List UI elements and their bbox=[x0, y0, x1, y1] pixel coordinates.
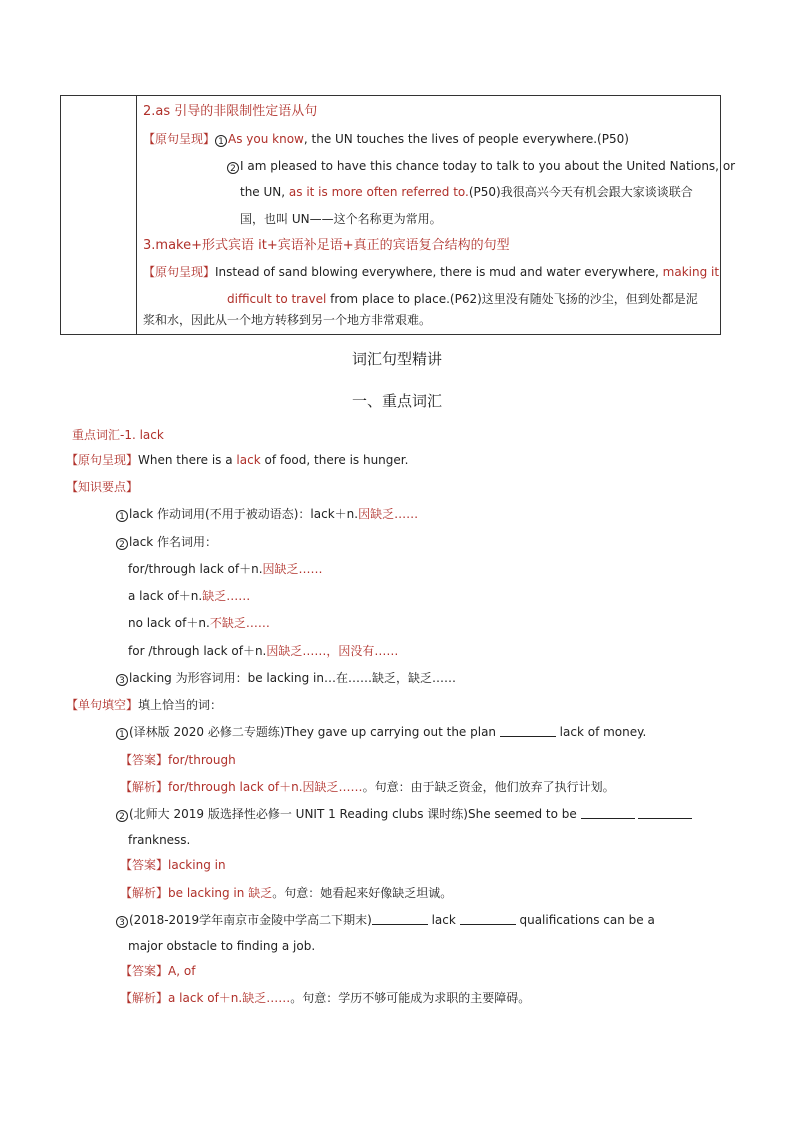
answer-text: lacking in bbox=[168, 858, 226, 872]
body-text: no lack of＋n. bbox=[128, 616, 210, 630]
body-text: 。句意：她看起来好像缺乏坦诚。 bbox=[272, 886, 453, 900]
answer-blank[interactable] bbox=[638, 808, 692, 819]
circled-number: 2 bbox=[227, 162, 239, 174]
highlight-text: lack bbox=[236, 453, 261, 467]
highlight-text: making it bbox=[662, 265, 720, 279]
body-text: (译林版 2020 必修二专题练)They gave up carrying out the plan bbox=[129, 725, 500, 739]
label-bracket: 【单句填空】 bbox=[66, 698, 139, 712]
answer-blank[interactable] bbox=[500, 726, 556, 737]
label-bracket: 【解析】 bbox=[120, 886, 169, 900]
highlight-text: 因缺乏……，因没有…… bbox=[266, 644, 399, 658]
label-bracket: 【答案】 bbox=[120, 858, 169, 872]
knowledge-table bbox=[60, 95, 736, 335]
circled-number: 1 bbox=[116, 728, 128, 740]
body-text: of food, there is hunger. bbox=[260, 453, 409, 467]
body-text: qualifications can be a bbox=[515, 913, 655, 927]
body-text: the UN, bbox=[240, 185, 289, 199]
section3-line2 bbox=[227, 291, 698, 307]
body-text: (2018-2019学年南京市金陵中学高二下期末) bbox=[129, 913, 372, 927]
knowledge-point-2d bbox=[128, 643, 398, 659]
body-text: , the UN touches the lives of people everywhere.(P50) bbox=[303, 132, 629, 146]
label-bracket: 【解析】 bbox=[120, 991, 169, 1005]
section3-line3: 浆和水，因此从一个地方转移到另一个地方非常艰难。 bbox=[143, 313, 432, 327]
knowledge-point-3 bbox=[116, 670, 456, 686]
body-text: (北师大 2019 版选择性必修一 UNIT 1 Reading clubs 课时练)She seemed to be bbox=[129, 807, 581, 821]
body-text: Instead of sand blowing everywhere, there is mud and water everywhere, bbox=[215, 265, 663, 279]
circled-number: 2 bbox=[116, 810, 128, 822]
highlight-text: be lacking in 缺乏 bbox=[168, 886, 273, 900]
circled-number: 3 bbox=[116, 916, 128, 928]
body-text: for /through lack of＋n. bbox=[128, 644, 267, 658]
section2-example2-line1 bbox=[227, 158, 735, 174]
label-bracket: 【答案】 bbox=[120, 753, 169, 767]
section2-example1 bbox=[143, 131, 629, 147]
highlight-text: 因缺乏…… bbox=[262, 562, 323, 576]
answer-blank[interactable] bbox=[372, 914, 428, 925]
body-text: for/through lack of＋n. bbox=[128, 562, 263, 576]
highlight-text: for/through lack of＋n.因缺乏…… bbox=[168, 780, 363, 794]
knowledge-point-1 bbox=[116, 506, 418, 522]
body-text: 。句意：由于缺乏资金，他们放弃了执行计划。 bbox=[362, 780, 615, 794]
section2-title: 2.as 引导的非限制性定语从句 bbox=[143, 104, 318, 119]
question-2 bbox=[116, 806, 692, 822]
label-bracket: 【答案】 bbox=[120, 964, 169, 978]
vocab-original bbox=[66, 452, 408, 468]
knowledge-point-2 bbox=[116, 534, 217, 550]
question-2-answer bbox=[120, 857, 226, 873]
question-1-answer bbox=[120, 752, 236, 768]
answer-blank[interactable] bbox=[581, 808, 635, 819]
body-text: lack of money. bbox=[555, 725, 647, 739]
knowledge-point-2a bbox=[128, 561, 323, 577]
answer-blank[interactable] bbox=[460, 914, 516, 925]
highlight-text: a lack of＋n.缺乏…… bbox=[168, 991, 291, 1005]
body-text: 。句意：学历不够可能成为求职的主要障碍。 bbox=[290, 991, 531, 1005]
question-3-line2: major obstacle to finding a job. bbox=[128, 939, 316, 953]
section2-example2-line3: 国，也叫 UN——这个名称更为常用。 bbox=[240, 212, 442, 226]
section3-title: 3.make+形式宾语 it+宾语补足语+真正的宾语复合结构的句型 bbox=[143, 238, 510, 253]
label-bracket: 【解析】 bbox=[120, 780, 169, 794]
question-3 bbox=[116, 912, 655, 928]
circled-number: 1 bbox=[116, 510, 128, 522]
body-text: lack 作名词用： bbox=[129, 535, 218, 549]
label-bracket: 【原句呈现】 bbox=[66, 453, 139, 467]
question-1-explanation bbox=[120, 779, 615, 795]
question-2-explanation bbox=[120, 885, 452, 901]
highlight-text: as it is more often referred to. bbox=[288, 185, 469, 199]
section2-example2-line2 bbox=[240, 184, 693, 200]
exercise-header bbox=[66, 697, 222, 713]
question-3-explanation bbox=[120, 990, 530, 1006]
body-text: lack 作动词用(不用于被动语态)：lack＋n. bbox=[129, 507, 359, 521]
vocab-title: 重点词汇-1. lack bbox=[72, 428, 164, 442]
circled-number: 1 bbox=[215, 135, 227, 147]
body-text: I am pleased to have this chance today to talk to you about the United Nations, or bbox=[240, 159, 736, 173]
body-text: lack bbox=[427, 913, 460, 927]
circled-number: 2 bbox=[116, 538, 128, 550]
knowledge-point-2b bbox=[128, 588, 250, 604]
knowledge-points-label: 【知识要点】 bbox=[66, 480, 139, 494]
subsection-heading: 一、重点词汇 bbox=[351, 392, 442, 410]
body-text: 填上恰当的词： bbox=[138, 698, 223, 712]
knowledge-point-2c bbox=[128, 615, 270, 631]
section-heading: 词汇句型精讲 bbox=[351, 350, 442, 368]
body-text: lacking 为形容词用：be lacking in…在……缺乏，缺乏…… bbox=[129, 671, 456, 685]
body-text: from place to place.(P62)这里没有随处飞扬的沙尘，但到处都是泥 bbox=[326, 292, 698, 306]
question-1 bbox=[116, 724, 646, 740]
body-text: a lack of＋n. bbox=[128, 589, 203, 603]
highlight-text: 缺乏…… bbox=[202, 589, 251, 603]
answer-text: A, of bbox=[168, 964, 196, 978]
section2-label: 【原句呈现】 bbox=[143, 132, 216, 146]
highlight-text: 因缺乏…… bbox=[358, 507, 419, 521]
table-column-divider bbox=[136, 96, 137, 334]
highlight-text: As you know bbox=[228, 132, 304, 146]
body-text: When there is a bbox=[138, 453, 237, 467]
answer-text: for/through bbox=[168, 753, 236, 767]
body-text: (P50)我很高兴今天有机会跟大家谈谈联合 bbox=[468, 185, 693, 199]
section3-line1 bbox=[143, 264, 719, 280]
circled-number: 3 bbox=[116, 674, 128, 686]
highlight-text: difficult to travel bbox=[227, 292, 327, 306]
section3-label: 【原句呈现】 bbox=[143, 265, 216, 279]
highlight-text: 不缺乏…… bbox=[209, 616, 270, 630]
question-2-line2: frankness. bbox=[128, 833, 191, 847]
question-3-answer bbox=[120, 963, 195, 979]
